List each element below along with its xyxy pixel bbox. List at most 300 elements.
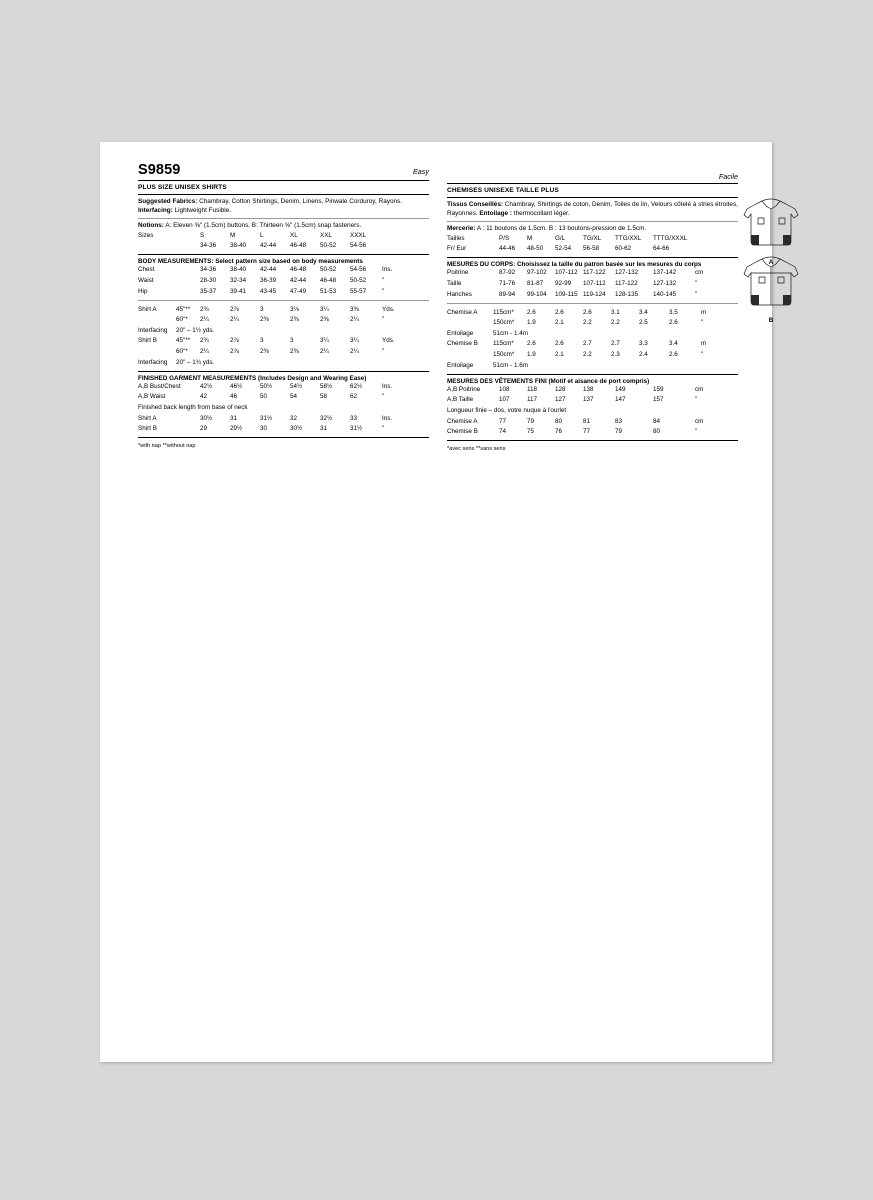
table-row <box>138 413 429 424</box>
notions-text-fr: A : 11 boutons de 1.5cm. B : 13 boutons-pression de 1.5cm. <box>476 225 647 233</box>
size-number: 56-58 <box>583 245 600 253</box>
table-row <box>447 268 738 279</box>
cell: 50 <box>260 393 268 401</box>
english-yardage-table <box>138 305 429 369</box>
size-number: 50-52 <box>320 242 337 250</box>
difficulty-label-fr: Facile <box>718 172 738 181</box>
cell: 137-142 <box>653 269 677 277</box>
unit-cell: Ins. <box>382 382 393 390</box>
row-label: A,B Taille <box>447 396 474 404</box>
english-notions <box>138 221 429 230</box>
cell: 137 <box>583 396 594 404</box>
divider <box>447 221 738 222</box>
body-measurements-title-fr: MESURES DU CORPS: Choisissez la taille du patron basée sur les mesures du corps <box>447 261 702 269</box>
cell: 2.2 <box>611 319 620 327</box>
shirt-a-svg <box>738 195 804 253</box>
cell: 2.6 <box>527 340 536 348</box>
cell: 2.5 <box>639 319 648 327</box>
cell: 39-41 <box>230 287 247 295</box>
cell: 55-57 <box>350 287 367 295</box>
size-letter: S <box>200 231 205 239</box>
cell: 2.2 <box>583 351 592 359</box>
divider <box>447 257 738 258</box>
divider <box>447 440 738 441</box>
figure-caption-a: A <box>768 259 774 266</box>
fabric-width: 60"* <box>176 316 188 324</box>
unit-cell: m <box>701 308 707 316</box>
cell: 3¼ <box>320 305 329 313</box>
interfacing-label-en: Interfacing: <box>138 207 173 215</box>
unit-cell <box>382 231 429 242</box>
table-row <box>138 403 429 414</box>
cell: 30 <box>260 425 268 433</box>
fabric-width: 115cm* <box>493 340 514 348</box>
body-measurements-title-en: BODY MEASUREMENTS: Select pattern size based on body measurements <box>138 258 363 266</box>
cell: 30½ <box>200 414 213 422</box>
shirt-b-illustration <box>738 253 804 324</box>
size-number: 42-44 <box>260 242 277 250</box>
cell: 159 <box>653 385 664 393</box>
fabrics-text-fr: Chambray, Shirtings de coton, Denim, Toiles de lin, Velours côtelé à stries étroites, Rayonnes. <box>447 201 738 218</box>
cell: 2.6 <box>669 351 678 359</box>
cell: 2.1 <box>555 319 564 327</box>
table-row <box>138 347 429 358</box>
size-number: 34-36 <box>200 242 217 250</box>
table-row <box>138 241 429 252</box>
cell: 46 <box>230 393 238 401</box>
french-sizes-table <box>447 234 738 255</box>
cell: 47-49 <box>290 287 307 295</box>
cell: 138 <box>583 385 594 393</box>
divider <box>138 300 429 301</box>
table-row <box>138 276 429 287</box>
unit-cell: " <box>382 276 385 284</box>
cell: 2¼ <box>230 316 239 324</box>
cell: 3.3 <box>639 340 648 348</box>
unit-cell <box>695 244 738 255</box>
cell: 71-76 <box>499 279 516 287</box>
unit-cell: " <box>382 316 385 324</box>
cell: 81-87 <box>527 279 544 287</box>
interfacing-text-fr: thermocollant léger. <box>513 210 570 218</box>
english-sizes-table <box>138 231 429 252</box>
french-header <box>447 162 738 184</box>
cell: 2.6 <box>583 308 592 316</box>
cell: 3 <box>260 337 264 345</box>
cell: 31 <box>230 414 238 422</box>
row-label: Hip <box>138 287 148 295</box>
size-letter: M <box>230 231 236 239</box>
cell: 3⅛ <box>290 305 299 313</box>
fabrics-label-fr: Tissus Conseillés: <box>447 201 503 208</box>
size-number: 60-62 <box>615 245 632 253</box>
cell: 74 <box>499 428 507 436</box>
row-label: Taille <box>447 279 462 287</box>
cell: 31½ <box>260 414 273 422</box>
table-row <box>447 318 738 329</box>
cell: 87-92 <box>499 269 516 277</box>
fabrics-label-en: Suggested Fabrics: <box>138 198 198 205</box>
interfacing-amount: 20" – 1¾ yds. <box>176 358 215 366</box>
cell: 58½ <box>320 382 333 390</box>
cell: 29 <box>200 425 208 433</box>
sizes-label-fr: Tailles <box>447 234 465 242</box>
size-number: 44-46 <box>499 245 516 253</box>
cell: 83 <box>615 417 623 425</box>
english-finished-table <box>138 382 429 435</box>
unit-cell: cm <box>695 417 704 425</box>
row-label <box>138 241 200 252</box>
finished-measurements-title-en: FINISHED GARMENT MEASUREMENTS (Includes Design and Wearing Ease) <box>138 374 367 382</box>
cell: 147 <box>615 396 626 404</box>
english-title: PLUS SIZE UNISEX SHIRTS <box>138 184 227 191</box>
cell: 80 <box>555 417 563 425</box>
cell: 2.6 <box>527 308 536 316</box>
row-label: Shirt B <box>138 337 157 345</box>
table-row <box>138 382 429 393</box>
cell: 2.3 <box>611 351 620 359</box>
cell: 2.1 <box>555 351 564 359</box>
cell: 3.1 <box>611 308 620 316</box>
two-column-layout <box>138 162 738 452</box>
cell: 118 <box>527 385 538 393</box>
row-label: A,B Poitrine <box>447 385 481 393</box>
size-number: 52-54 <box>555 245 572 253</box>
table-row <box>138 231 429 242</box>
row-label: Hanches <box>447 290 472 298</box>
unit-cell: " <box>695 396 698 404</box>
cell: 97-102 <box>527 269 547 277</box>
french-column <box>447 162 738 452</box>
unit-cell: " <box>382 425 385 433</box>
cell: 2⅞ <box>230 348 239 356</box>
difficulty-label-en: Easy <box>413 167 429 176</box>
table-row <box>138 358 429 369</box>
table-row <box>138 286 429 297</box>
cell: 2¼ <box>200 316 209 324</box>
fabric-width: 150cm* <box>493 319 515 327</box>
row-label: A,B Waist <box>138 393 166 401</box>
cell: 108 <box>499 385 510 393</box>
french-title: CHEMISES UNISEXE TAILLE PLUS <box>447 187 559 194</box>
cell: 2.6 <box>669 319 678 327</box>
finished-measurements-title-fr: MESURES DES VÊTEMENTS FINI (Motif et aisance de port compris) <box>447 377 650 385</box>
cell: 2¾ <box>200 337 209 345</box>
table-row <box>447 385 738 396</box>
cell: 3 <box>290 337 294 345</box>
cell: 42 <box>200 393 208 401</box>
back-length-title-fr: Longueur finie – dos, votre nuque à l'ourlet <box>447 406 567 414</box>
table-row <box>447 406 738 417</box>
size-number: 38-40 <box>230 242 247 250</box>
notions-text-en: A: Eleven ⅝" (1.5cm) buttons. B: Thirteen ⅝" (1.5cm) snap fasteners. <box>165 222 362 230</box>
cell: 3¼ <box>350 337 359 345</box>
unit-cell: Yds. <box>382 337 395 345</box>
cell: 117 <box>527 396 538 404</box>
cell: 54-56 <box>350 266 367 274</box>
cell: 42-44 <box>290 276 307 284</box>
cell: 2¾ <box>200 305 209 313</box>
divider <box>138 218 429 219</box>
row-label: A,B Bust/Chest <box>138 382 181 390</box>
cell: 29½ <box>230 425 243 433</box>
divider <box>138 437 429 438</box>
cell: 2⅜ <box>290 348 299 356</box>
cell: 31½ <box>350 425 363 433</box>
unit-cell: " <box>695 290 698 298</box>
unit-cell: m <box>701 340 707 348</box>
shirt-b-svg <box>738 253 804 311</box>
english-fabrics <box>138 197 429 215</box>
cell: 2⅜ <box>260 348 269 356</box>
cell: 2⅜ <box>290 316 299 324</box>
row-label: Waist <box>138 276 154 284</box>
size-letter: P/S <box>499 234 510 242</box>
cell: 140-145 <box>653 290 677 298</box>
cell: 77 <box>499 417 507 425</box>
cell: 38-40 <box>230 266 247 274</box>
unit-cell <box>382 241 429 252</box>
english-header <box>138 162 429 181</box>
interfacing-amount: 20" – 1½ yds. <box>176 326 215 334</box>
interfacing-amount: 51cm - 1.4m <box>493 329 528 337</box>
cell: 62½ <box>350 382 363 390</box>
row-label: Entoilage <box>447 361 474 369</box>
size-letter: XXL <box>320 231 332 239</box>
cell: 62 <box>350 393 358 401</box>
eur-label: Fr/ Eur <box>447 245 467 253</box>
cell: 2.6 <box>555 308 564 316</box>
cell: 3⅜ <box>350 305 359 313</box>
cell: 2⅜ <box>320 316 329 324</box>
row-label: Chemise B <box>447 340 478 348</box>
cell: 79 <box>615 428 623 436</box>
cell: 34-36 <box>200 266 217 274</box>
french-finished-table <box>447 385 738 438</box>
cell: 80 <box>653 428 661 436</box>
unit-cell: Ins. <box>382 266 393 274</box>
cell: 84 <box>653 417 661 425</box>
cell: 46-48 <box>320 276 337 284</box>
cell: 35-37 <box>200 287 217 295</box>
english-body-measurements-table <box>138 265 429 297</box>
interfacing-amount: 51cm - 1.6m <box>493 361 528 369</box>
cell: 3.4 <box>639 308 648 316</box>
cell: 3.5 <box>669 308 678 316</box>
table-row <box>447 308 738 319</box>
divider <box>447 374 738 375</box>
row-label: Shirt A <box>138 414 157 422</box>
row-label: Chemise A <box>447 308 478 316</box>
divider <box>138 371 429 372</box>
cell: 2¼ <box>350 316 359 324</box>
cell: 2¼ <box>320 348 329 356</box>
fabric-width: 115cm* <box>493 308 514 316</box>
cell: 2.7 <box>611 340 620 348</box>
row-label: Chest <box>138 266 155 274</box>
row-label: Entoilage <box>447 329 474 337</box>
footnote-en: *with nap **without nap <box>138 443 196 450</box>
cell: 77 <box>583 428 591 436</box>
cell: 28-30 <box>200 276 217 284</box>
cell: 46-48 <box>290 266 307 274</box>
table-row <box>138 392 429 403</box>
cell: 3¼ <box>320 337 329 345</box>
line-drawings <box>738 195 804 324</box>
table-row <box>447 350 738 361</box>
fabric-width: 150cm* <box>493 351 515 359</box>
table-row <box>138 265 429 276</box>
cell: 75 <box>527 428 535 436</box>
cell: 149 <box>615 385 626 393</box>
divider <box>138 254 429 255</box>
cell: 50½ <box>260 382 273 390</box>
french-yardage-table <box>447 308 738 372</box>
fabric-width: 60"* <box>176 348 188 356</box>
row-label: Chemise B <box>447 428 478 436</box>
cell: 43-45 <box>260 287 277 295</box>
cell: 127 <box>555 396 566 404</box>
fabrics-text-en: Chambray, Cotton Shirtings, Denim, Linens, Pinwale Corduroy, Rayons. <box>199 198 403 205</box>
size-letter: TTG/XXL <box>615 234 642 242</box>
cell: 107 <box>499 396 510 404</box>
cell: 32½ <box>320 414 333 422</box>
size-number: 46-48 <box>290 242 307 250</box>
pattern-info-sheet <box>138 162 774 453</box>
table-row <box>138 424 429 435</box>
cell: 2.7 <box>583 340 592 348</box>
notions-label-fr: Mercerie: <box>447 225 476 233</box>
figure-caption-b: B <box>768 317 774 324</box>
cell: 2¼ <box>200 348 209 356</box>
cell: 89-94 <box>499 290 516 298</box>
cell: 36-39 <box>260 276 277 284</box>
size-letter: L <box>260 231 264 239</box>
table-row <box>447 339 738 350</box>
cell: 81 <box>583 417 591 425</box>
cell: 1.9 <box>527 319 536 327</box>
french-notions <box>447 224 738 233</box>
unit-cell: " <box>382 348 385 356</box>
unit-cell <box>695 234 738 245</box>
cell: 119-124 <box>583 290 606 298</box>
cell: 31 <box>320 425 328 433</box>
row-label: Poitrine <box>447 269 469 277</box>
row-label: Interfacing <box>138 358 168 366</box>
table-row <box>447 279 738 290</box>
cell: 33 <box>350 414 358 422</box>
row-label: Shirt B <box>138 425 157 433</box>
french-body-measurements-table <box>447 268 738 300</box>
cell: 92-99 <box>555 279 572 287</box>
row-label <box>138 315 176 326</box>
cell: 32 <box>290 414 298 422</box>
cell: 54½ <box>290 382 303 390</box>
table-row <box>447 289 738 300</box>
table-row <box>447 234 738 245</box>
cell: 128-135 <box>615 290 639 298</box>
cell: 58 <box>320 393 328 401</box>
size-letter: TG/XL <box>583 234 602 242</box>
shirt-a-illustration <box>738 195 804 266</box>
row-label <box>447 350 493 361</box>
cell: 50-52 <box>320 266 337 274</box>
english-column <box>138 162 429 452</box>
cell: 2⅜ <box>260 316 269 324</box>
row-label: Interfacing <box>138 326 168 334</box>
table-row <box>447 416 738 427</box>
unit-cell: Yds. <box>382 305 395 313</box>
interfacing-text-en: Lightweight Fusible. <box>174 207 232 215</box>
table-row <box>447 361 738 372</box>
cell: 2.6 <box>555 340 564 348</box>
french-fabrics <box>447 200 738 218</box>
unit-cell: " <box>382 287 385 295</box>
cell: 127-132 <box>653 279 677 287</box>
size-letter: G/L <box>555 234 566 242</box>
back-length-title-en: Finished back length from base of neck <box>138 403 248 411</box>
unit-cell: " <box>701 319 704 327</box>
divider <box>447 303 738 304</box>
cell: 2⅞ <box>230 305 239 313</box>
divider <box>447 197 738 198</box>
size-letter: XXXL <box>350 231 367 239</box>
table-row <box>447 329 738 340</box>
unit-cell: cm <box>695 269 704 277</box>
cell: 107-112 <box>555 269 578 277</box>
cell: 50-52 <box>350 276 367 284</box>
cell: 107-112 <box>583 279 606 287</box>
divider <box>138 194 429 195</box>
unit-cell: Ins. <box>382 414 393 422</box>
fabric-width: 45"** <box>176 305 191 313</box>
cell: 32-34 <box>230 276 247 284</box>
cell: 51-53 <box>320 287 337 295</box>
cell: 2.4 <box>639 351 648 359</box>
size-number: 48-50 <box>527 245 544 253</box>
table-row <box>447 244 738 255</box>
size-number: 64-66 <box>653 245 670 253</box>
fabric-width: 45"** <box>176 337 191 345</box>
row-label: Shirt A <box>138 305 157 313</box>
cell: 46½ <box>230 382 243 390</box>
cell: 54 <box>290 393 298 401</box>
size-letter: M <box>527 234 533 242</box>
interfacing-label-fr: Entoilage : <box>479 210 513 218</box>
size-number: 54-56 <box>350 242 367 250</box>
table-row <box>138 326 429 337</box>
sizes-label-en: Sizes <box>138 231 154 239</box>
cell: 117-122 <box>615 279 638 287</box>
row-label <box>138 347 176 358</box>
table-row <box>138 315 429 326</box>
cell: 76 <box>555 428 563 436</box>
notions-label-en: Notions: <box>138 222 164 230</box>
row-label: Chemise A <box>447 417 478 425</box>
cell: 2⅞ <box>230 337 239 345</box>
cell: 42½ <box>200 382 213 390</box>
unit-cell: " <box>382 393 385 401</box>
cell: 127-132 <box>615 269 639 277</box>
cell: 157 <box>653 396 664 404</box>
table-row <box>138 305 429 316</box>
row-label <box>447 318 493 329</box>
footnote-fr: *avec sens **sans sens <box>447 446 506 453</box>
size-letter: TTTG/XXXL <box>653 234 688 242</box>
cell: 3.4 <box>669 340 678 348</box>
unit-cell: " <box>695 279 698 287</box>
cell: 99-104 <box>527 290 547 298</box>
